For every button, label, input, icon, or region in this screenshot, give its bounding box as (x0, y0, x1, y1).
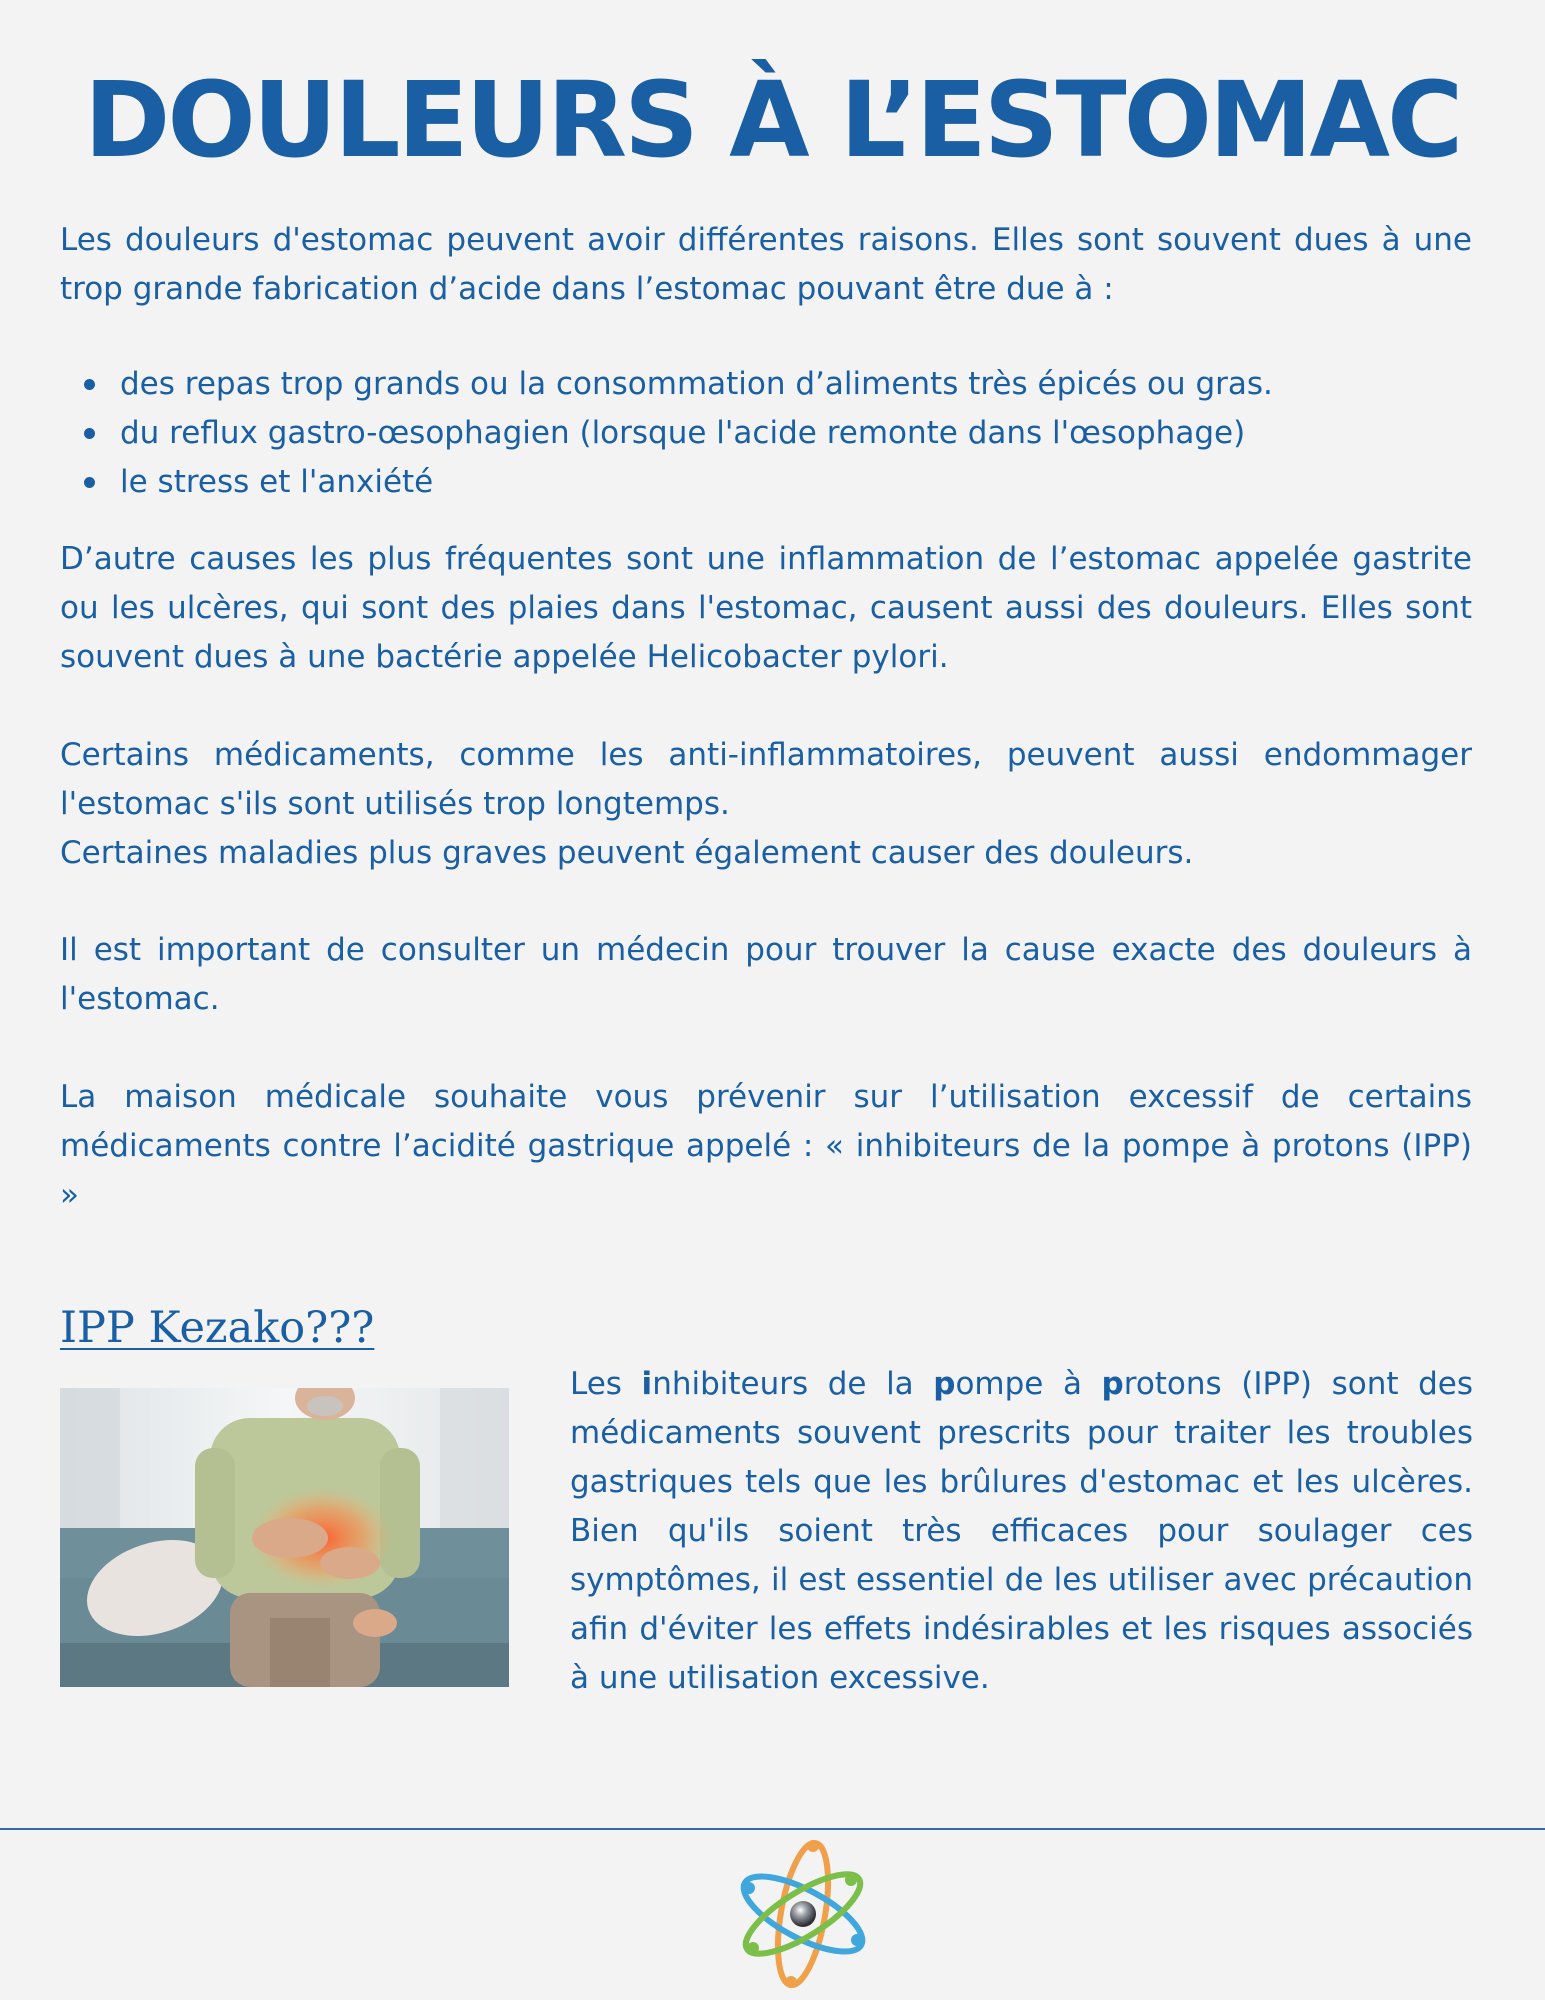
consult-doctor-paragraph: Il est important de consulter un médecin pour trouver la cause exacte des douleurs à l'estomac. (60, 932, 1472, 1017)
list-item (60, 360, 1472, 409)
bullet-icon (84, 428, 95, 439)
ipp-text-part: nhibiteurs de la (652, 1366, 934, 1402)
ipp-letter-p: p (933, 1366, 956, 1402)
ipp-letter-p: p (1101, 1366, 1124, 1402)
list-item-text: le stress et l'anxiété (120, 464, 434, 500)
list-item-text: du reflux gastro-œsophagien (lorsque l'acide remonte dans l'œsophage) (120, 415, 1246, 451)
ipp-text-part: Les (570, 1366, 642, 1402)
other-causes-paragraph: D’autre causes les plus fréquentes sont une inflammation de l’estomac appelée gastrite ou les ulcères, qui sont des plaies dans l'estomac, causent aussi des douleurs. Elles sont souvent dues à une bactérie appelée Helicobacter pylori. (60, 541, 1472, 675)
ipp-letter-i: i (641, 1366, 653, 1402)
diseases-paragraph: Certaines maladies plus graves peuvent également causer des douleurs. (60, 835, 1194, 871)
section-heading: IPP Kezako??? (60, 1303, 375, 1353)
bullet-icon (84, 477, 95, 488)
intro-paragraph: Les douleurs d'estomac peuvent avoir différentes raisons. Elles sont souvent dues à une trop grande fabrication d’acide dans l’estomac pouvant être due à : (60, 222, 1472, 307)
list-item (60, 409, 1472, 458)
atom-logo-icon (733, 1836, 873, 1992)
warning-paragraph: La maison médicale souhaite vous prévenir sur l’utilisation excessif de certains médicaments contre l’acidité gastrique appelé : « inhibiteurs de la pompe à protons (IPP) » (60, 1079, 1472, 1213)
ipp-text-part: rotons (IPP) sont des médicaments souvent prescrits pour traiter les troubles gastriques tels que les brûlures d'estomac et les ulcères. Bien qu'ils soient très efficaces pour soulager ces symptômes, il est essentiel de les utiliser avec précaution afin d'éviter les effets indésirables et les risques associés à une utilisation excessive. (570, 1366, 1473, 1696)
bullet-icon (84, 379, 95, 390)
list-item (60, 458, 1472, 507)
ipp-description (570, 1360, 1473, 1703)
medications-paragraph: Certains médicaments, comme les anti-inflammatoires, peuvent aussi endommager l'estomac s'ils sont utilisés trop longtemps. (60, 737, 1472, 822)
ipp-text-part: ompe à (955, 1366, 1102, 1402)
footer-divider (0, 1828, 1545, 1830)
causes-list (60, 360, 1472, 507)
list-item-text: des repas trop grands ou la consommation d’aliments très épicés ou gras. (120, 366, 1273, 402)
page-title: DOULEURS À L’ESTOMAC (84, 59, 1461, 181)
stomach-pain-photo (60, 1388, 509, 1687)
